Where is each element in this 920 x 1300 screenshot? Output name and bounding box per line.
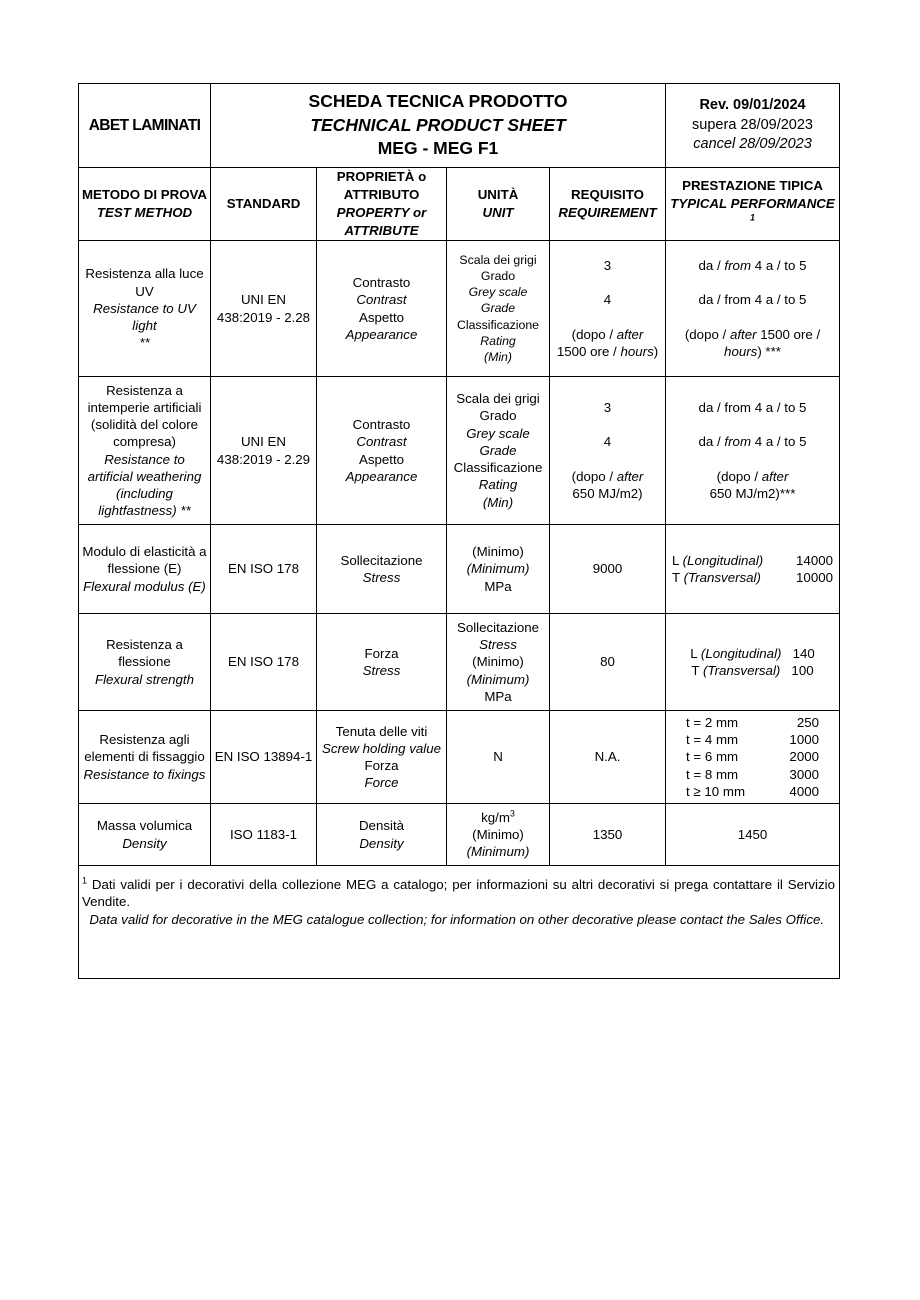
- col-requirement: REQUISITO REQUIREMENT: [550, 168, 666, 241]
- table-row-weathering: [79, 377, 840, 525]
- sheet-title: [211, 84, 666, 168]
- unit-cell: (Minimo) (Minimum) MPa: [447, 525, 550, 614]
- column-header-row: [79, 168, 840, 241]
- col-unit: UNITÀ UNIT: [447, 168, 550, 241]
- method-cell: Massa volumica Density: [79, 804, 211, 866]
- col-standard: STANDARD: [211, 168, 317, 241]
- method-cell: Resistenza alla luce UV Resistance to UV light **: [79, 241, 211, 377]
- method-cell: Modulo di elasticità a flessione (E) Flexural modulus (E): [79, 525, 211, 614]
- performance-cell: L (Longitudinal) 14000 T (Transversal) 10000: [666, 525, 840, 614]
- spec-table: [78, 83, 840, 979]
- performance-cell: da / from 4 a / to 5 da / from 4 a / to 5 (dopo / after 650 MJ/m2)***: [666, 377, 840, 525]
- table-row-uv: [79, 241, 840, 377]
- requirement-cell: 3 4 (dopo / after 1500 ore / hours): [550, 241, 666, 377]
- method-cell: Resistenza a flessione Flexural strength: [79, 614, 211, 711]
- col-method: METODO DI PROVA TEST METHOD: [79, 168, 211, 241]
- company-logo: ABET LAMINATI: [79, 84, 211, 168]
- property-cell: Contrasto Contrast Aspetto Appearance: [317, 377, 447, 525]
- unit-cell: Sollecitazione Stress (Minimo) (Minimum) MPa: [447, 614, 550, 711]
- col-property: PROPRIETÀ o ATTRIBUTO PROPERTY or ATTRIBUTE: [317, 168, 447, 241]
- supersedes-it: supera 28/09/2023: [692, 116, 813, 133]
- table-row-strength: [79, 614, 840, 711]
- property-cell: Contrasto Contrast Aspetto Appearance: [317, 241, 447, 377]
- standard-cell: EN ISO 178: [211, 614, 317, 711]
- supersedes-en: cancel 28/09/2023: [693, 136, 812, 153]
- requirement-cell: 3 4 (dopo / after 650 MJ/m2): [550, 377, 666, 525]
- standard-cell: EN ISO 178: [211, 525, 317, 614]
- product-name: MEG - MEG F1: [377, 138, 499, 159]
- unit-cell: $kg/m^3$ (Minimo) (Minimum): [447, 804, 550, 866]
- title-en: TECHNICAL PRODUCT SHEET: [310, 114, 566, 135]
- col-performance: PRESTAZIONE TIPICA TYPICAL PERFORMANCE $^1$: [666, 168, 840, 241]
- property-cell: Forza Stress: [317, 614, 447, 711]
- table-row-modulus: [79, 525, 840, 614]
- unit-cell: Scala dei grigi Grado Grey scale Grade Classificazione Rating (Min): [447, 377, 550, 525]
- performance-cell: 1450: [666, 804, 840, 866]
- method-cell: Resistenza agli elementi di fissaggio Resistance to fixings: [79, 711, 211, 804]
- unit-cell: Scala dei grigi Grado Grey scale Grade Classificazione Rating (Min): [447, 241, 550, 377]
- requirement-cell: N.A.: [550, 711, 666, 804]
- unit-cell: N: [447, 711, 550, 804]
- property-cell: Sollecitazione Stress: [317, 525, 447, 614]
- requirement-cell: 9000: [550, 525, 666, 614]
- standard-cell: UNI EN 438:2019 - 2.29: [211, 377, 317, 525]
- requirement-cell: 80: [550, 614, 666, 711]
- footnote-row: [79, 866, 840, 979]
- table-row-fixings: [79, 711, 840, 804]
- standard-cell: ISO 1183-1: [211, 804, 317, 866]
- standard-cell: EN ISO 13894-1: [211, 711, 317, 804]
- performance-cell: L (Longitudinal) 140 T (Transversal) 100: [666, 614, 840, 711]
- performance-cell: da / from 4 a / to 5 da / from 4 a / to 5 (dopo / after 1500 ore / hours) ***: [666, 241, 840, 377]
- technical-sheet: [78, 83, 839, 979]
- header-row: [79, 84, 840, 168]
- revision: Rev. 09/01/2024: [699, 97, 806, 114]
- footnote: $^1$ Dati validi per i decorativi della collezione MEG a catalogo; per informazioni su altri decorativi si prega contattare il Servizio Vendite. Data valid for decorative in the MEG catalogue collection; for information on other decorative please contact the Sales Office.: [79, 866, 840, 979]
- title-it: SCHEDA TECNICA PRODOTTO: [308, 91, 568, 112]
- standard-cell: UNI EN 438:2019 - 2.28: [211, 241, 317, 377]
- performance-cell: t = 2 mm 250 t = 4 mm 1000 t = 6 mm 2000 t = 8 mm 3000 t ≥ 10 mm 4000: [666, 711, 840, 804]
- property-cell: Tenuta delle viti Screw holding value Forza Force: [317, 711, 447, 804]
- method-cell: Resistenza a intemperie artificiali (solidità del colore compresa) Resistance to artificial weathering (including lightfastness) **: [79, 377, 211, 525]
- requirement-cell: 1350: [550, 804, 666, 866]
- revision-block: [666, 84, 840, 168]
- property-cell: Densità Density: [317, 804, 447, 866]
- table-row-density: [79, 804, 840, 866]
